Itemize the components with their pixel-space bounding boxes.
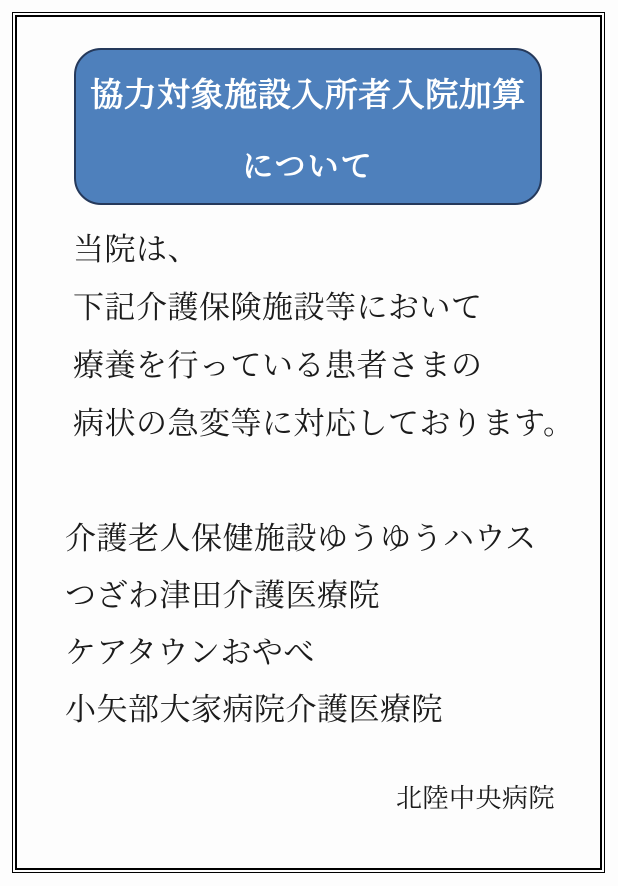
facility-item: 小矢部大家病院介護医療院 bbox=[65, 692, 443, 727]
facility-list bbox=[65, 510, 537, 738]
hospital-signature: 北陸中央病院 bbox=[395, 783, 555, 813]
body-line: 病状の急変等に対応しております。 bbox=[73, 406, 575, 441]
facility-item: 介護老人保健施設ゆうゆうハウス bbox=[65, 521, 537, 556]
body-paragraph bbox=[73, 221, 575, 453]
facility-item: つざわ津田介護医療院 bbox=[65, 578, 380, 613]
title-line-2: について bbox=[242, 148, 374, 184]
body-line: 当院は、 bbox=[73, 232, 199, 267]
body-line: 下記介護保険施設等において bbox=[73, 290, 483, 325]
facility-item: ケアタウンおやべ bbox=[65, 635, 315, 670]
title-line-1: 協力対象施設入所者入院加算 bbox=[90, 75, 526, 113]
body-line: 療養を行っている患者さまの bbox=[73, 348, 483, 383]
title-box bbox=[74, 48, 542, 205]
